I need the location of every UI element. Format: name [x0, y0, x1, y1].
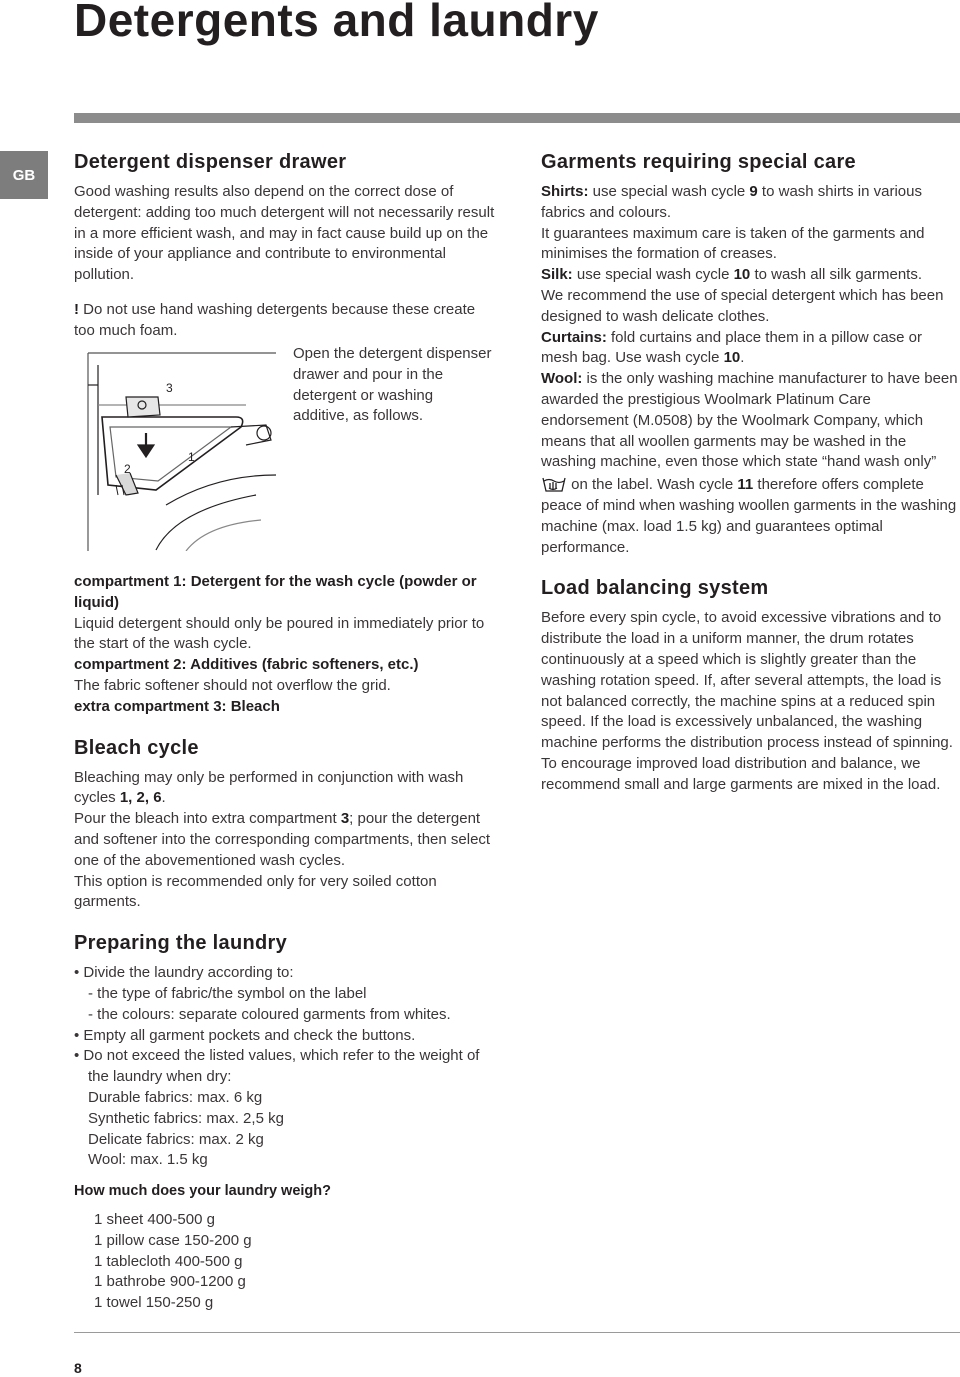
compartment2-title: compartment 2: Additives (fabric softeners, etc.)	[74, 656, 419, 674]
warning-icon: !	[74, 300, 79, 318]
weight-sheet: 1 sheet 400-500 g	[94, 1210, 215, 1228]
curtains-paragraph	[541, 328, 960, 370]
laundry-sub-2: - the colours: separate coloured garments from whites.	[88, 1005, 451, 1023]
weight-bathrobe: 1 bathrobe 900-1200 g	[94, 1273, 246, 1291]
limit-wool: Wool: max. 1.5 kg	[88, 1151, 208, 1169]
wool-label: Wool:	[541, 370, 583, 388]
laundry-list-2	[74, 1026, 499, 1088]
bleach-cycles: 1, 2, 6	[119, 789, 162, 807]
bleach-p3: This option is recommended only for very soiled cotton garments.	[74, 872, 437, 911]
silk-cycle: 10	[733, 266, 751, 284]
dispenser-heading: Detergent dispenser drawer	[74, 151, 347, 173]
laundry-bullet-3: • Do not exceed the listed values, which refer to the weight of the laundry when dry:	[74, 1047, 480, 1086]
shirts-label: Shirts:	[541, 183, 589, 200]
laundry-bullet-1: • Divide the laundry according to:	[74, 964, 294, 982]
limit-delicate: Delicate fabrics: max. 2 kg	[88, 1130, 264, 1148]
balancing-text: Before every spin cycle, to avoid excessive vibrations and to distribute the load in a uniform manner, the drum rotates continuously at a speed which is slightly greater than the washing rotation speed. If, after several attempts, the load is not balanced correctly, the machine spins at a reduced spin speed. If the load is excessively unbalanced, the washing machine performs the distribution process instead of spinning. To encourage improved load distribution and balance, we recommend small and large garments are mixed in the load.	[541, 609, 953, 793]
silk-text-b: to wash all silk garments.	[750, 266, 923, 284]
wool-text-b: on the label. Wash cycle	[567, 476, 738, 494]
header-rule	[74, 113, 960, 123]
bleach-heading: Bleach cycle	[74, 736, 199, 759]
wool-text-a: is the only washing machine manufacturer to have been awarded the prestigious Woolmark Platinum Care endorsement (M.0508) by the Woolmark Company, which means that all woollen garments may be washed in the washing machine, even those which state “hand wash only”	[541, 370, 958, 471]
wool-cycle: 11	[737, 476, 754, 494]
language-tab: GB	[0, 151, 48, 199]
weigh-heading: How much does your laundry weigh?	[74, 1183, 331, 1200]
silk-text-a: use special wash cycle	[572, 266, 734, 284]
balancing-heading: Load balancing system	[541, 577, 769, 600]
bleach-compartment-number: 3	[340, 810, 350, 828]
laundry-list	[74, 963, 499, 984]
weight-pillow-case: 1 pillow case 150-200 g	[94, 1231, 252, 1249]
weight-towel: 1 towel 150-250 g	[94, 1294, 214, 1312]
laundry-bullet-2: • Empty all garment pockets and check the buttons.	[74, 1026, 416, 1044]
laundry-bullet-3-text: Do not exceed the listed values, which refer to the weight of the laundry when dry:	[83, 1047, 480, 1086]
silk-paragraph	[541, 265, 960, 286]
special-care-section	[541, 150, 960, 796]
figure-label-3: 3	[166, 381, 173, 395]
shirts-cycle: 9	[749, 183, 758, 200]
dispenser-intro: Good washing results also depend on the correct dose of detergent: adding too much detergent will not necessarily result in a more efficient wash, and may in fact cause build up on the inside of your appliance and contribute to environmental pollution.	[74, 183, 495, 284]
silk-paragraph-2: We recommend the use of special detergent which has been designed to wash delicate clothes.	[541, 286, 944, 325]
compartment2-text: The fabric softener should not overflow the grid.	[74, 676, 391, 694]
bleach-p1	[74, 768, 499, 810]
figure-label-2: 2	[124, 462, 131, 476]
laundry-sub-1: - the type of fabric/the symbol on the label	[88, 984, 367, 1002]
figure-label-1: 1	[188, 450, 195, 464]
curtains-label: Curtains:	[541, 328, 607, 346]
dispenser-drawer-illustration	[86, 345, 276, 551]
limit-synthetic: Synthetic fabrics: max. 2,5 kg	[88, 1109, 284, 1127]
bleach-p2-text: Pour the bleach into extra compartment	[74, 810, 341, 828]
limit-durable: Durable fabrics: max. 6 kg	[88, 1088, 263, 1106]
shirts-text-b: to wash shirts in various fabrics and colours.	[541, 183, 922, 221]
wool-paragraph	[541, 369, 960, 558]
curtains-cycle: 10	[723, 349, 741, 367]
figure-caption-box	[293, 344, 493, 427]
silk-label: Silk:	[541, 266, 573, 284]
weights-list	[74, 1210, 499, 1314]
hand-wash-icon	[541, 473, 567, 493]
compartments-section	[74, 572, 499, 1314]
compartment3-title: extra compartment 3: Bleach	[74, 697, 280, 715]
laundry-bullet-1-text: Divide the laundry according to:	[83, 964, 294, 982]
shirts-text-a: use special wash cycle	[588, 183, 750, 200]
page-number: 8	[74, 1360, 82, 1376]
shirts-paragraph-2: It guarantees maximum care is taken of the garments and minimises the formation of creases.	[541, 224, 925, 263]
laundry-heading: Preparing the laundry	[74, 932, 288, 955]
figure-caption: Open the detergent dispenser drawer and pour in the detergent or washing additive, as follows.	[293, 345, 492, 425]
laundry-bullet-2-text: Empty all garment pockets and check the buttons.	[83, 1026, 416, 1044]
page-title: Detergents and laundry	[74, 0, 599, 46]
bleach-p2-rest: ; pour the detergent and softener into the corresponding compartments, then select one of the abovementioned wash cycles.	[74, 810, 491, 869]
curtains-text-a: fold curtains and place them in a pillow case or mesh bag. Use wash cycle	[541, 328, 923, 367]
bleach-p1-end: .	[161, 789, 166, 807]
footer-rule	[74, 1332, 960, 1333]
dispenser-warning	[74, 300, 499, 342]
weight-tablecloth: 1 tablecloth 400-500 g	[94, 1252, 243, 1270]
curtains-text-b: .	[740, 349, 745, 367]
special-heading: Garments requiring special care	[541, 151, 856, 173]
warning-text: Do not use hand washing detergents because these create too much foam.	[74, 300, 476, 339]
bleach-p1-text: Bleaching may only be performed in conjunction with wash cycles	[74, 768, 464, 807]
shirts-paragraph	[541, 182, 960, 224]
compartment1-text: Liquid detergent should only be poured in immediately prior to the start of the wash cycle.	[74, 614, 485, 653]
dispenser-section	[74, 150, 499, 342]
bleach-p2	[74, 809, 499, 871]
compartment1-title: compartment 1: Detergent for the wash cycle (powder or liquid)	[74, 573, 477, 611]
wool-text-c: therefore offers complete peace of mind when washing woollen garments in the washing machine (max. load 1.5 kg) and guarantees optimal performance.	[541, 476, 957, 556]
